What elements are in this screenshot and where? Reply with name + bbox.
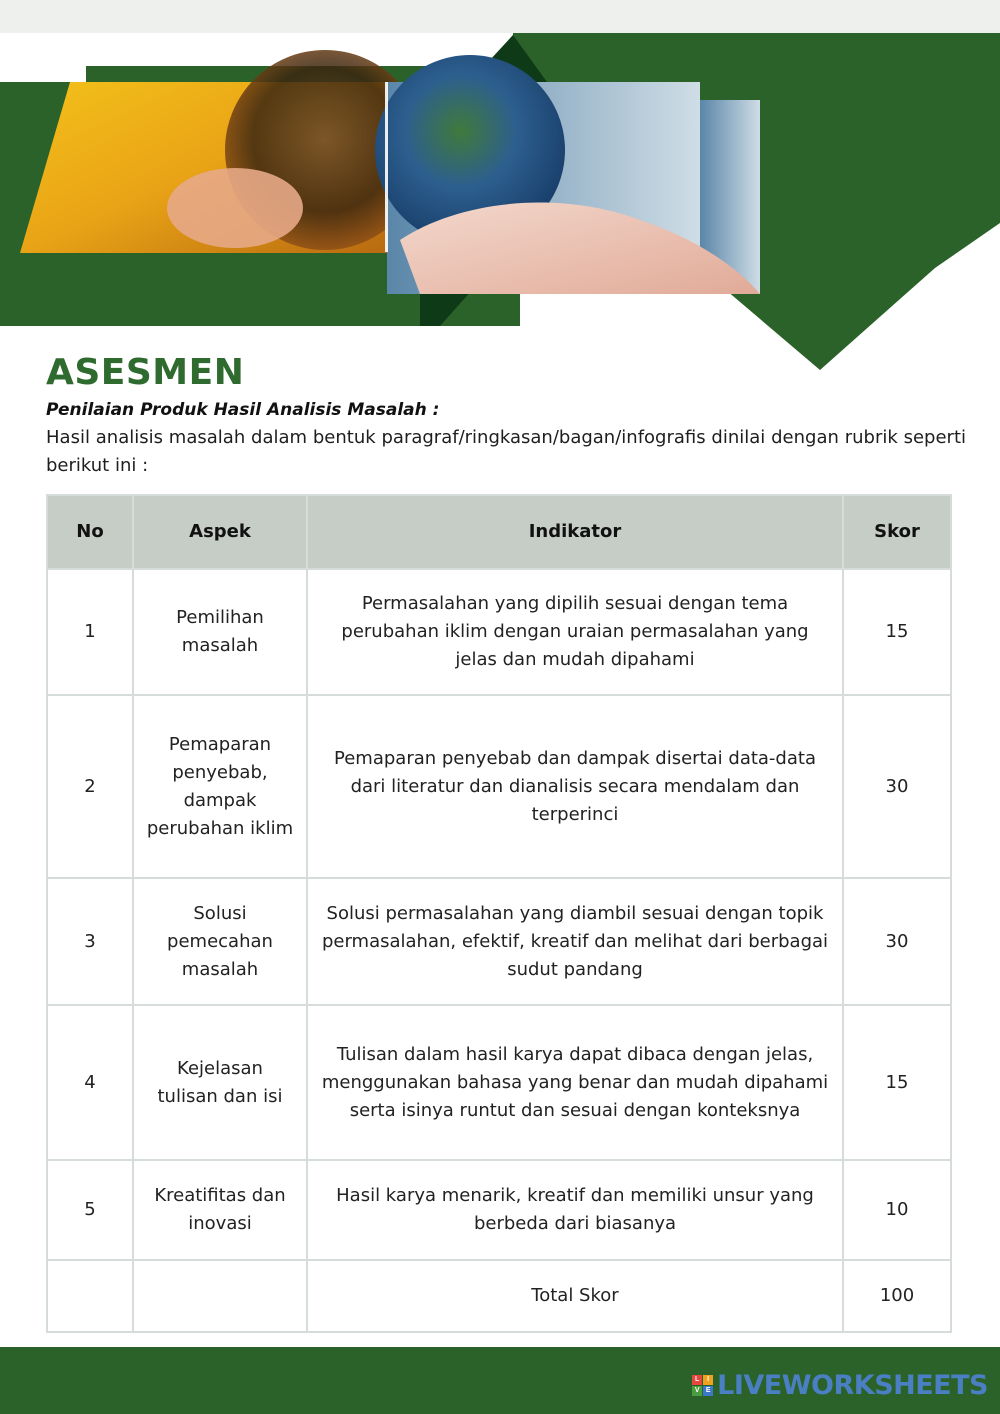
cell-no: 2 [47,695,133,878]
cell-aspek: Solusi pemecahan masalah [133,878,307,1005]
page-title: ASESMEN [46,352,245,393]
table-row [47,695,951,878]
liveworksheets-logo[interactable] [692,1370,988,1401]
cell-aspek: Kejelasan tulisan dan isi [133,1005,307,1160]
logo-letter: E [703,1386,713,1396]
column-header-no: No [47,495,133,569]
cell-indikator: Permasalahan yang dipilih sesuai dengan tema perubahan iklim dengan uraian permasalahan yang jelas dan mudah dipahami [307,569,843,695]
cell-no: 1 [47,569,133,695]
cell-skor: 15 [843,569,951,695]
cell-skor: 30 [843,695,951,878]
cell-indikator: Tulisan dalam hasil karya dapat dibaca dengan jelas, menggunakan bahasa yang benar dan mudah dipahami serta isinya runtut dan sesuai dengan konteksnya [307,1005,843,1160]
header-banner [0,0,1000,380]
section-subtitle: Penilaian Produk Hasil Analisis Masalah : [46,400,440,420]
column-header-skor: Skor [843,495,951,569]
table-header-row [47,495,951,569]
cell-indikator: Hasil karya menarik, kreatif dan memiliki unsur yang berbeda dari biasanya [307,1160,843,1260]
table-row [47,569,951,695]
cell-skor: 10 [843,1160,951,1260]
logo-letter: L [692,1375,702,1385]
cell-aspek: Kreatifitas dan inovasi [133,1160,307,1260]
total-row [47,1260,951,1332]
table-row [47,1005,951,1160]
cell-no: 3 [47,878,133,1005]
cell-indikator: Solusi permasalahan yang diambil sesuai dengan topik permasalahan, efektif, kreatif dan melihat dari berbagai sudut pandang [307,878,843,1005]
cell-skor: 15 [843,1005,951,1160]
column-header-indikator: Indikator [307,495,843,569]
total-value: 100 [843,1260,951,1332]
intro-paragraph: Hasil analisis masalah dalam bentuk paragraf/ringkasan/bagan/infografis dinilai dengan rubrik seperti berikut ini : [46,427,966,476]
cell-aspek: Pemilihan masalah [133,569,307,695]
total-label: Total Skor [307,1260,843,1332]
cell-aspek: Pemaparan penyebab, dampak perubahan iklim [133,695,307,878]
logo-text: LIVEWORKSHEETS [717,1370,988,1401]
table-row [47,878,951,1005]
cell-empty [133,1260,307,1332]
logo-letter: I [703,1375,713,1385]
logo-letter: V [692,1386,702,1396]
column-header-aspek: Aspek [133,495,307,569]
rubric-table [46,494,952,1333]
cell-no: 4 [47,1005,133,1160]
logo-icon [692,1375,713,1396]
cell-indikator: Pemaparan penyebab dan dampak disertai data-data dari literatur dan dianalisis secara mendalam dan terperinci [307,695,843,878]
cell-no: 5 [47,1160,133,1260]
cell-skor: 30 [843,878,951,1005]
cell-empty [47,1260,133,1332]
table-row [47,1160,951,1260]
